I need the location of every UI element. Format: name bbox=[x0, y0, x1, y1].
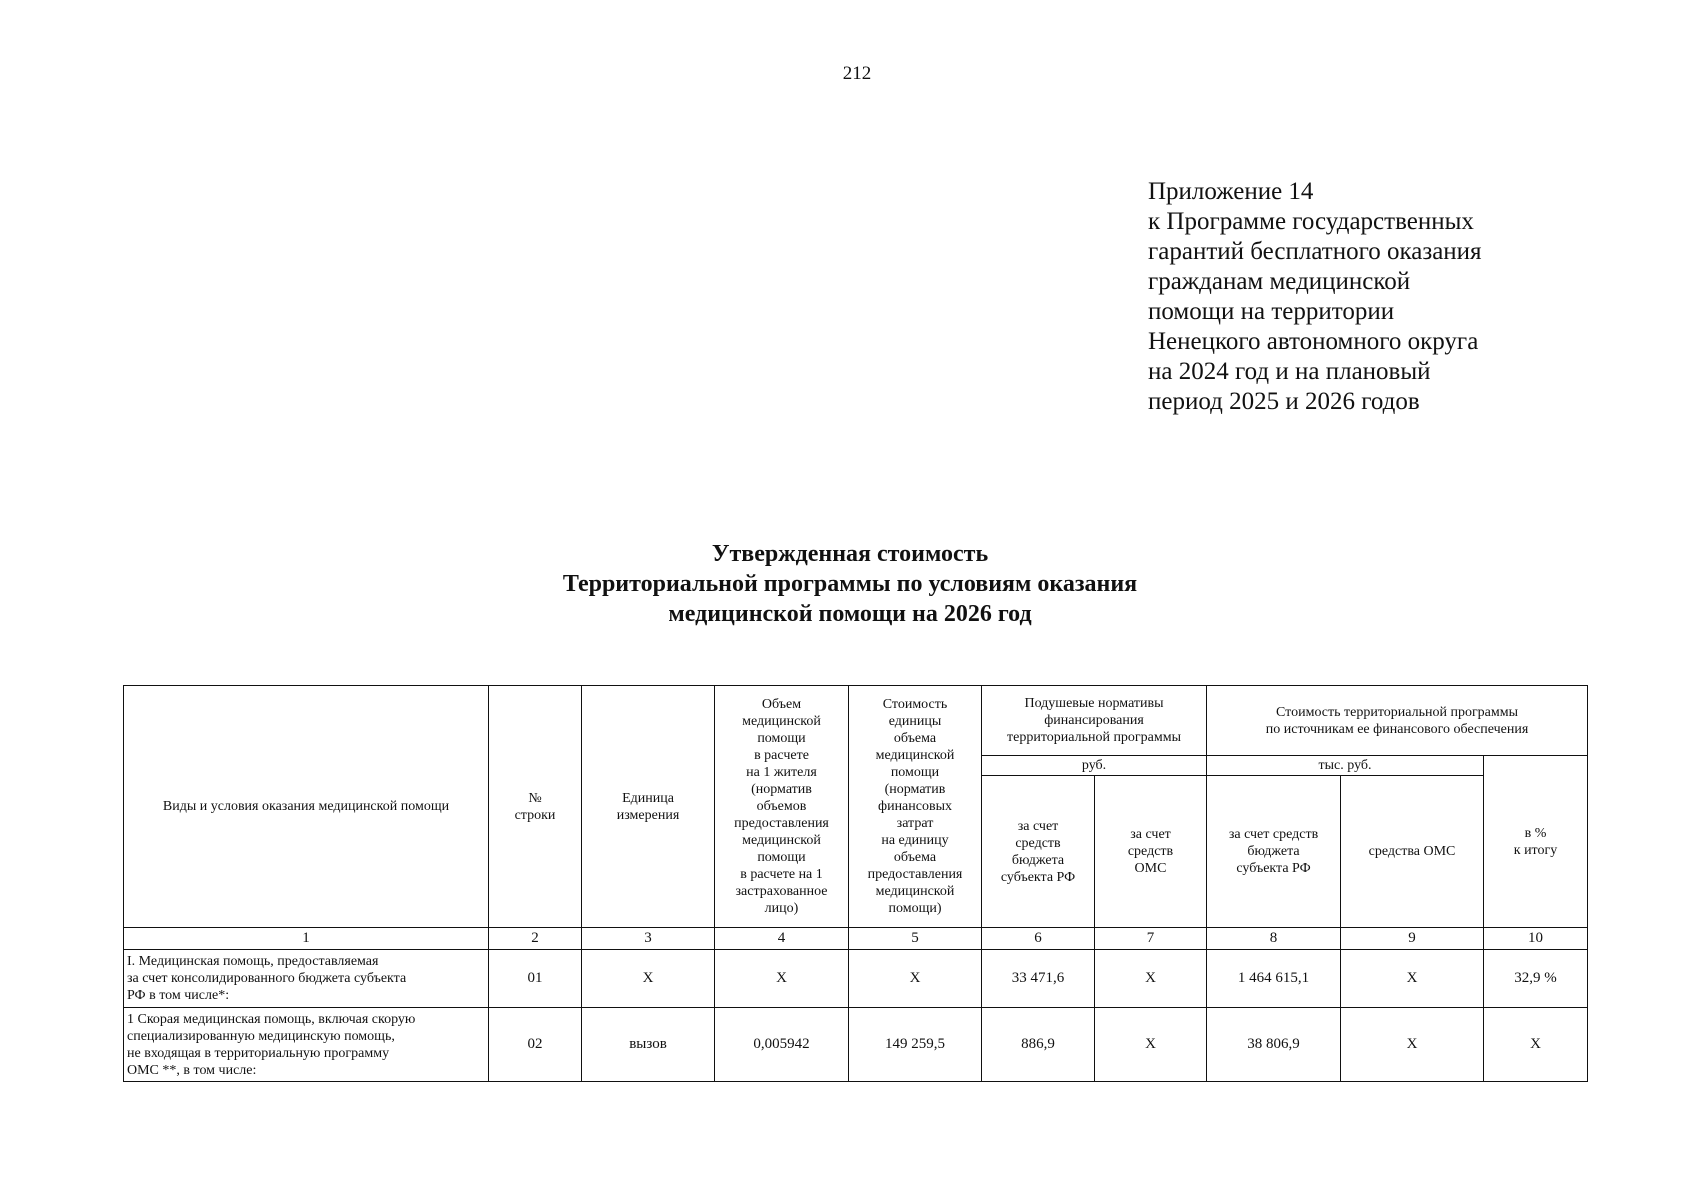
title-line: Территориальной программы по условиям оказания bbox=[562, 571, 1138, 597]
table-cell: 886,9 bbox=[982, 1008, 1095, 1082]
table-cell: X bbox=[1095, 950, 1207, 1008]
column-number: 9 bbox=[1341, 928, 1484, 950]
title-line: Утвержденная стоимость bbox=[711, 541, 989, 567]
table-cell: 38 806,9 bbox=[1207, 1008, 1341, 1082]
table-cell: X bbox=[1341, 950, 1484, 1008]
column-number: 3 bbox=[582, 928, 715, 950]
table-row bbox=[124, 1008, 1588, 1082]
header-budget-rf: за счет средств бюджета субъекта РФ bbox=[982, 776, 1095, 928]
appendix-line: гарантий бесплатного оказания bbox=[1148, 238, 1482, 265]
header-program-cost: Стоимость территориальной программы по источникам ее финансового обеспечения bbox=[1207, 686, 1588, 756]
header-row-no: № строки bbox=[489, 686, 582, 928]
appendix-line: на 2024 год и на плановый bbox=[1148, 358, 1431, 385]
column-number: 8 bbox=[1207, 928, 1341, 950]
column-number: 6 bbox=[982, 928, 1095, 950]
table-cell: вызов bbox=[582, 1008, 715, 1082]
table-cell: 01 bbox=[489, 950, 582, 1008]
header-unit: Единица измерения bbox=[582, 686, 715, 928]
table-cell: X bbox=[1095, 1008, 1207, 1082]
title-line: медицинской помощи на 2026 год bbox=[668, 601, 1032, 627]
column-number: 10 bbox=[1484, 928, 1588, 950]
table-cell: X bbox=[582, 950, 715, 1008]
header-volume: Объем медицинской помощи в расчете на 1 жителя (норматив объемов предоставления медицинской помощи в расчете на 1 застрахованное лицо) bbox=[715, 686, 849, 928]
row-name: 1 Скорая медицинская помощь, включая скорую специализированную медицинскую помощь, не входящая в территориальную программу ОМС **, в том числе: bbox=[124, 1008, 489, 1082]
table-cell: X bbox=[1341, 1008, 1484, 1082]
table-cell: X bbox=[849, 950, 982, 1008]
table-cell: 32,9 % bbox=[1484, 950, 1588, 1008]
column-number: 4 bbox=[715, 928, 849, 950]
appendix-line: гражданам медицинской bbox=[1148, 268, 1411, 295]
page-number: 212 bbox=[842, 63, 872, 84]
header-thous-rub: тыс. руб. bbox=[1207, 756, 1484, 776]
table-cell: 33 471,6 bbox=[982, 950, 1095, 1008]
cost-table bbox=[123, 685, 1588, 1082]
table-row bbox=[124, 950, 1588, 1008]
header-cost: Стоимость единицы объема медицинской помощи (норматив финансовых затрат на единицу объема предоставления медицинской помощи) bbox=[849, 686, 982, 928]
table-cell: 0,005942 bbox=[715, 1008, 849, 1082]
document-title bbox=[350, 539, 1350, 629]
header-types: Виды и условия оказания медицинской помощи bbox=[124, 686, 489, 928]
appendix-line: к Программе государственных bbox=[1148, 208, 1474, 235]
header-oms: средства ОМС bbox=[1341, 776, 1484, 928]
appendix-line: период 2025 и 2026 годов bbox=[1148, 388, 1420, 415]
header-rub: руб. bbox=[982, 756, 1207, 776]
header-budget-rf-thous: за счет средств бюджета субъекта РФ bbox=[1207, 776, 1341, 928]
table-cell: 149 259,5 bbox=[849, 1008, 982, 1082]
table-cell: 02 bbox=[489, 1008, 582, 1082]
column-number: 7 bbox=[1095, 928, 1207, 950]
row-name: I. Медицинская помощь, предоставляемая за счет консолидированного бюджета субъекта РФ в том числе*: bbox=[124, 950, 489, 1008]
table-cell: X bbox=[1484, 1008, 1588, 1082]
header-percent: в % к итогу bbox=[1484, 756, 1588, 928]
header-per-capita: Подушевые нормативы финансирования территориальной программы bbox=[982, 686, 1207, 756]
appendix-line: помощи на территории bbox=[1148, 298, 1395, 325]
header-oms-funds: за счет средств ОМС bbox=[1095, 776, 1207, 928]
appendix-line: Приложение 14 bbox=[1148, 178, 1314, 205]
column-number: 5 bbox=[849, 928, 982, 950]
appendix-block bbox=[1148, 177, 1588, 417]
appendix-line: Ненецкого автономного округа bbox=[1148, 328, 1479, 355]
column-number: 1 bbox=[124, 928, 489, 950]
table-cell: 1 464 615,1 bbox=[1207, 950, 1341, 1008]
table-cell: X bbox=[715, 950, 849, 1008]
column-number: 2 bbox=[489, 928, 582, 950]
